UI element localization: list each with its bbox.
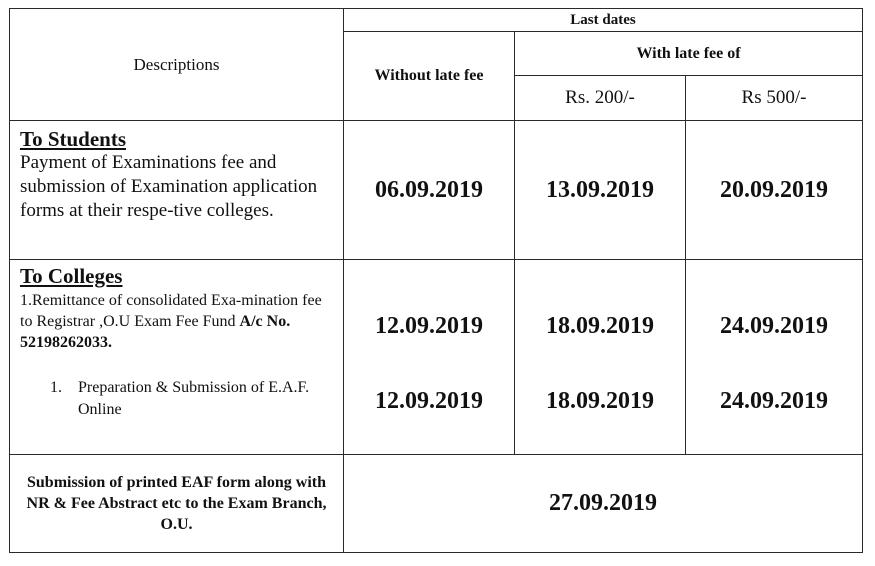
last-dates-header: Last dates <box>344 9 863 32</box>
without-late-fee-header: Without late fee <box>344 32 515 121</box>
colleges-late-fee-500-cell <box>686 260 863 455</box>
header-row-1 <box>10 9 863 32</box>
students-late-fee-500-date: 20.09.2019 <box>686 121 863 260</box>
descriptions-header: Descriptions <box>10 9 344 121</box>
eaf-late-fee-500-date: 24.09.2019 <box>720 388 828 414</box>
remittance-without-late-fee-date: 12.09.2019 <box>375 313 483 339</box>
students-description: Payment of Examinations fee and submission of Examination application forms at their respe-tive colleges. <box>20 152 318 221</box>
exam-fee-schedule-table <box>9 8 863 553</box>
students-late-fee-200-date: 13.09.2019 <box>515 121 686 260</box>
fee-500-header: Rs 500/- <box>686 76 863 121</box>
colleges-row <box>10 260 863 455</box>
students-without-late-fee-date: 06.09.2019 <box>344 121 515 260</box>
submission-date: 27.09.2019 <box>344 455 863 553</box>
eaf-late-fee-200-date: 18.09.2019 <box>546 388 654 414</box>
colleges-without-late-fee-cell <box>344 260 515 455</box>
remittance-late-fee-500-date: 24.09.2019 <box>720 313 828 339</box>
students-row <box>10 121 863 260</box>
colleges-late-fee-200-cell <box>515 260 686 455</box>
colleges-item-remittance <box>20 288 335 353</box>
eaf-without-late-fee-date: 12.09.2019 <box>375 388 483 414</box>
students-section-title: To Students <box>20 127 127 151</box>
eaf-item-number: 1. <box>50 379 62 396</box>
colleges-item-eaf-online <box>20 377 335 421</box>
eaf-item-text: Preparation & Submission of E.A.F. Online <box>78 379 310 418</box>
submission-row <box>10 455 863 553</box>
submission-description: Submission of printed EAF form along with NR & Fee Abstract etc to the Exam Branch, O.U. <box>10 455 344 553</box>
students-description-cell <box>10 121 344 260</box>
colleges-section-title: To Colleges <box>20 264 123 288</box>
remittance-late-fee-200-date: 18.09.2019 <box>546 313 654 339</box>
remittance-text: 1.Remittance of consolidated Exa-mination fee to Registrar ,O.U Exam Fee Fund <box>20 292 322 330</box>
colleges-description-cell <box>10 260 344 455</box>
account-number: 52198262033. <box>20 334 112 351</box>
account-label: A/c No. <box>239 313 291 330</box>
fee-200-header: Rs. 200/- <box>515 76 686 121</box>
with-late-fee-header: With late fee of <box>515 32 863 76</box>
